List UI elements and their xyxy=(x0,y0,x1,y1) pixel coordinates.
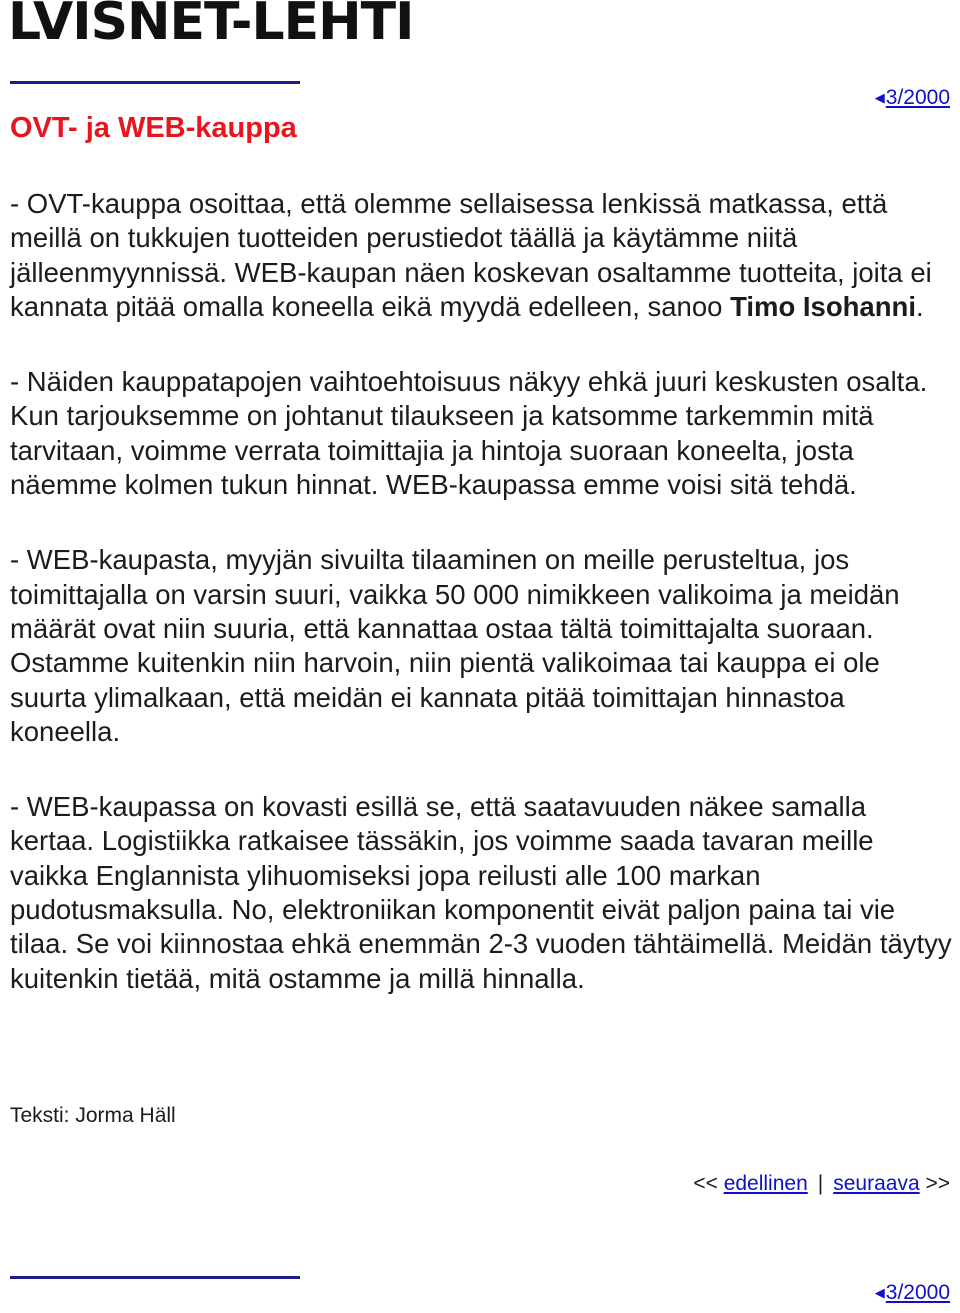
article-paragraph-3: - WEB-kaupasta, myyjän sivuilta tilaaminen on meille perusteltua, jos toimittajalla on varsin suuri, vaikka 50 000 nimikkeen valikoima ja meidän määrät ovat niin suuria, että kannattaa ostaa tältä toimittajalta suoraan. Ostamme kuitenkin niin harvoin, niin pientä valikoimaa tai kauppa ei ole suurta ylimalkaan, että meidän ei kannata pitää toimittajan hinnastoa koneella. xyxy=(10,544,900,747)
next-link[interactable]: seuraava xyxy=(833,1172,920,1195)
article-body xyxy=(10,187,955,1037)
paragraph-1-text: - OVT-kauppa osoittaa, että olemme sellaisessa lenkissä matkassa, että meillä on tukkujen tuotteiden perustiedot täällä ja käytämme niitä jälleenmyynnissä. WEB-kaupan näen koskevan osaltamme tuotteita, joita ei kannata pitää omalla koneella eikä myydä edelleen, sanoo xyxy=(10,188,932,322)
article-paragraph-2: - Näiden kauppatapojen vaihtoehtoisuus näkyy ehkä juuri keskusten osalta. Kun tarjouksemme on johtanut tilaukseen ja katsomme tarkemmin mitä tarvitaan, voimme verrata toimittajia ja hintoja suoraan koneelta, josta näemme kolmen tukun hinnat. WEB-kaupassa emme voisi sitä tehdä. xyxy=(10,366,928,501)
article-title: OVT- ja WEB-kauppa xyxy=(10,112,297,144)
issue-link-label: 3/2000 xyxy=(885,1281,950,1304)
byline: Teksti: Jorma Häll xyxy=(10,1104,176,1127)
person-name: Timo Isohanni xyxy=(730,290,916,322)
back-arrow-icon: ◀ xyxy=(874,90,885,105)
issue-link-label: 3/2000 xyxy=(885,86,950,109)
prev-link[interactable]: edellinen xyxy=(723,1172,808,1195)
next-suffix: >> xyxy=(925,1172,950,1195)
prev-prefix: << xyxy=(693,1172,718,1195)
issue-link-top[interactable] xyxy=(875,86,950,110)
article-paragraph-4: - WEB-kaupassa on kovasti esillä se, että saatavuuden näkee samalla kertaa. Logistiikka ratkaisee tässäkin, jos voimme saada tavaran meille vaikka Englannista ylihuomiseksi jopa reilusti alle 100 markan pudotusmaksulla. No, elektroniikan komponentit eivät paljon paina tai vie tilaa. Se voi kiinnostaa ehkä enemmän 2-3 vuoden tähtäimellä. Meidän täytyy kuitenkin tietää, mitä ostamme ja millä hinnalla. xyxy=(10,791,952,994)
pager xyxy=(693,1172,950,1196)
footer-divider xyxy=(10,1276,300,1279)
header-divider xyxy=(10,81,300,84)
paragraph-1-end: . xyxy=(915,290,924,322)
site-logo: LVISNET-LEHTI xyxy=(8,0,414,52)
back-arrow-icon: ◀ xyxy=(874,1285,885,1300)
article-paragraph-1 xyxy=(10,187,955,324)
issue-link-bottom[interactable] xyxy=(875,1281,950,1305)
pager-separator: | xyxy=(817,1172,824,1195)
